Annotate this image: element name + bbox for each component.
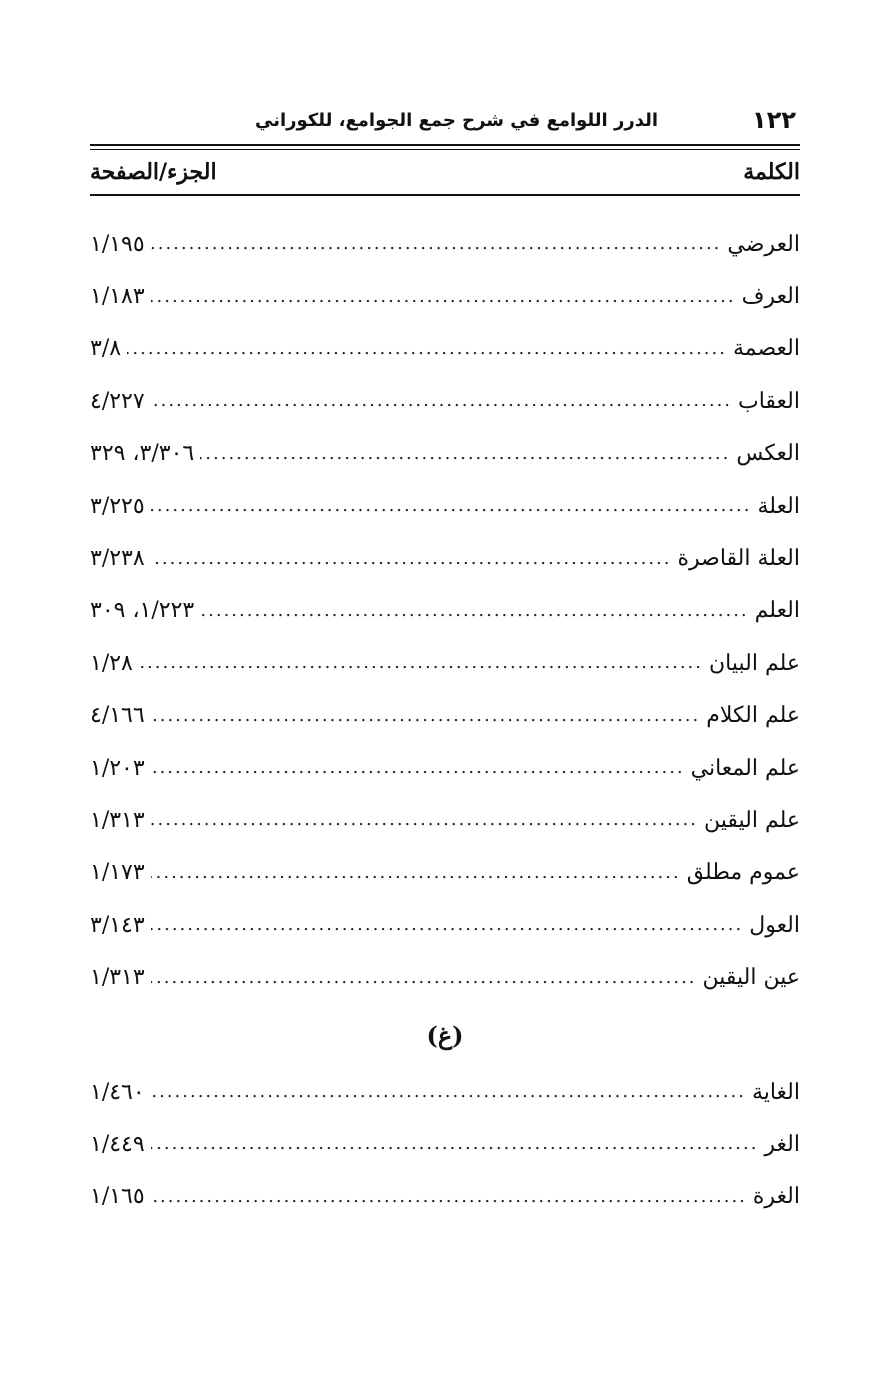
index-entry [90,1066,800,1118]
dot-leader [151,288,736,306]
dot-leader [200,445,730,463]
entry-reference: ١/٢٢٣، ٣٠٩ [90,598,195,624]
entry-reference: ٣/١٤٣ [90,912,145,938]
header-rule-thick [90,144,800,146]
entry-term: علم المعاني [690,755,800,781]
entry-reference: ٣/٢٣٨ [90,546,145,572]
entry-term: علم البيان [709,650,800,676]
entry-term: العرضي [727,231,800,257]
entry-reference: ١/٢٠٣ [90,755,145,781]
dot-leader [151,1135,759,1153]
index-entry [90,690,800,742]
dot-leader [200,602,748,620]
running-header [90,100,800,140]
dot-leader [151,811,698,829]
dot-leader [127,340,727,358]
entry-reference: ٤/٢٢٧ [90,388,145,414]
index-entry [90,270,800,322]
column-heading-word: الكلمة [743,159,800,185]
index-entries [90,218,800,1004]
entry-reference: ١/١٨٣ [90,284,145,310]
entry-reference: ١/٣١٣ [90,807,145,833]
index-entry [90,480,800,532]
entry-term: الغر [764,1131,800,1157]
index-entry [90,1171,800,1223]
entry-term: العول [749,912,800,938]
column-headings [90,150,800,194]
entry-term: العلة القاصرة [677,546,800,572]
index-entry [90,585,800,637]
dot-leader [151,235,722,253]
section-letter-ghain: (غ) [426,1021,464,1051]
entry-term: العلم [754,598,800,624]
dot-leader [151,1083,746,1101]
entry-term: العرف [741,284,800,310]
entry-term: علم اليقين [703,807,800,833]
dot-leader [151,759,685,777]
column-heading-rule [90,194,800,196]
entry-term: الغرة [752,1184,800,1210]
dot-leader [139,654,703,672]
dot-leader [151,864,681,882]
entry-term: عموم مطلق [686,860,800,886]
entry-term: العلة [757,493,800,519]
dot-leader [151,497,752,515]
index-entry [90,532,800,584]
page-number: ١٢٢ [752,106,796,134]
entry-reference: ٣/٢٢٥ [90,493,145,519]
entry-term: العصمة [732,336,800,362]
entry-reference: ١/١٦٥ [90,1184,145,1210]
entry-term: علم الكلام [706,703,800,729]
entry-reference: ١/٢٨ [90,650,133,676]
index-entry [90,218,800,270]
entry-reference: ١/٤٤٩ [90,1131,145,1157]
index-entry [90,742,800,794]
dot-leader [151,969,697,987]
entry-reference: ١/١٩٥ [90,231,145,257]
dot-leader [151,1188,747,1206]
index-entry [90,794,800,846]
entry-reference: ١/٣١٣ [90,965,145,991]
entry-reference: ١/١٧٣ [90,860,145,886]
index-entries-ghain [90,1066,800,1223]
index-entry [90,637,800,689]
entry-reference: ٤/١٦٦ [90,703,145,729]
index-page [90,100,800,1223]
dot-leader [151,707,701,725]
column-heading-volume-page: الجزء/الصفحة [90,159,217,185]
entry-reference: ١/٤٦٠ [90,1079,145,1105]
index-entry [90,428,800,480]
index-entry [90,323,800,375]
dot-leader [151,916,744,934]
entry-reference: ٣/٣٠٦، ٣٢٩ [90,441,195,467]
entry-term: عين اليقين [702,965,800,991]
entry-term: العكس [736,441,800,467]
index-entry [90,847,800,899]
index-entry [90,1118,800,1170]
dot-leader [151,392,732,410]
entry-term: الغاية [751,1079,800,1105]
entry-reference: ٣/٨ [90,336,122,362]
index-entry [90,951,800,1003]
book-title: الدرر اللوامع في شرح جمع الجوامع، للكوراني [255,109,659,131]
entry-term: العقاب [738,388,800,414]
index-entry [90,899,800,951]
index-entry [90,375,800,427]
dot-leader [151,550,672,568]
